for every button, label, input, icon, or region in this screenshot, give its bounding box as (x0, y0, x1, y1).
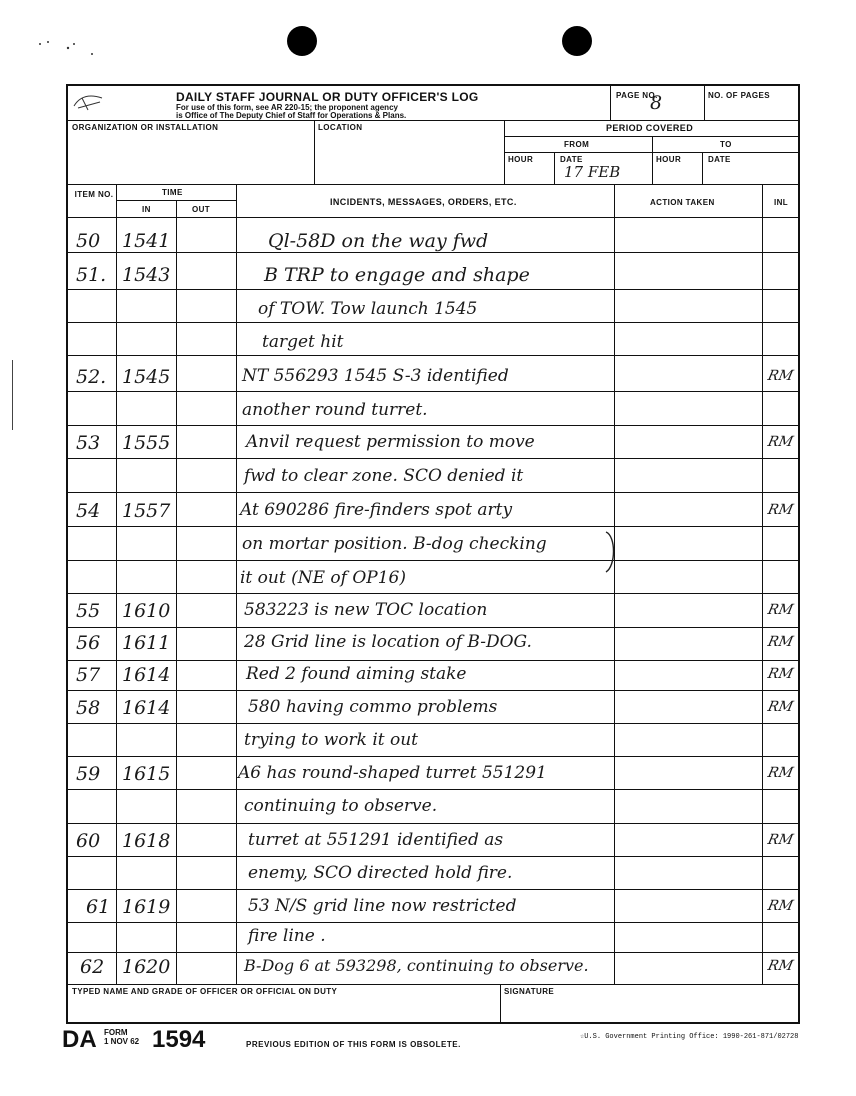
entry-item-no: 51. (76, 264, 107, 286)
entry-initials: RM (766, 898, 795, 914)
entry-initials: RM (766, 434, 795, 450)
col-time: TIME (162, 188, 183, 197)
entry-text-line: it out (NE of OP16) (240, 568, 406, 588)
entry-time-in: 1614 (122, 697, 171, 719)
page-no-value: 8 (650, 92, 663, 114)
form-seal-icon (70, 88, 110, 114)
entry-text-line: 28 Grid line is location of B-DOG. (244, 632, 532, 652)
org-label: ORGANIZATION OR INSTALLATION (72, 123, 219, 132)
from-hour-label: HOUR (508, 155, 534, 164)
entry-item-no: 61 (86, 896, 111, 918)
entry-text-line: fwd to clear zone. SCO denied it (244, 466, 524, 486)
punch-hole-left (287, 26, 317, 56)
gpo-notice: ☆U.S. Government Printing Office: 1990-261-871/02728 (580, 1033, 799, 1041)
col-incidents: INCIDENTS, MESSAGES, ORDERS, ETC. (330, 197, 517, 207)
entry-initials: RM (766, 666, 795, 682)
to-hour-label: HOUR (656, 155, 682, 164)
entry-text-line: of TOW. Tow launch 1545 (258, 299, 478, 319)
entry-initials: RM (766, 602, 795, 618)
col-in: IN (142, 205, 151, 214)
form-word (104, 1028, 139, 1046)
entry-item-no: 60 (76, 830, 101, 852)
location-label: LOCATION (318, 123, 363, 132)
from-date-value: 17 FEB (564, 163, 621, 181)
form-subtitle-1: For use of this form, see AR 220-15; the proponent agency (176, 103, 398, 112)
entry-text-line: enemy, SCO directed hold fire. (248, 863, 513, 883)
entry-item-no: 59 (76, 763, 101, 785)
entry-text-line: fire line . (248, 926, 326, 946)
entry-item-no: 54 (76, 500, 101, 522)
signature-label: SIGNATURE (504, 987, 555, 996)
typed-name-label: TYPED NAME AND GRADE OF OFFICER OR OFFICIAL ON DUTY (72, 987, 338, 996)
col-item-no: ITEM NO. (74, 190, 114, 199)
form-number: 1594 (152, 1026, 206, 1053)
entry-initials: RM (766, 699, 795, 715)
entry-item-no: 56 (76, 632, 101, 654)
entry-time-in: 1619 (122, 896, 171, 918)
entry-time-in: 1545 (122, 366, 171, 388)
entry-item-no: 57 (76, 664, 101, 686)
entry-item-no: 62 (80, 956, 105, 978)
entry-initials: RM (766, 765, 795, 781)
entry-time-in: 1620 (122, 956, 171, 978)
entry-text-line: turret at 551291 identified as (248, 830, 504, 850)
entry-initials: RM (766, 832, 795, 848)
margin-line (12, 360, 13, 430)
entry-time-in: 1614 (122, 664, 171, 686)
entry-text-line: another round turret. (242, 400, 428, 420)
previous-edition-notice: PREVIOUS EDITION OF THIS FORM IS OBSOLETE. (246, 1040, 461, 1049)
period-covered-label: PERIOD COVERED (606, 123, 694, 133)
col-action: ACTION TAKEN (650, 198, 715, 207)
punch-hole-right (562, 26, 592, 56)
to-date-label: DATE (708, 155, 731, 164)
entry-initials: RM (766, 958, 795, 974)
entry-item-no: 52. (76, 366, 107, 388)
entry-text-line: 53 N/S grid line now restricted (248, 896, 517, 916)
entry-time-in: 1611 (122, 632, 171, 654)
entry-initials: RM (766, 502, 795, 518)
entry-text-line: NT 556293 1545 S-3 identified (242, 366, 509, 386)
entry-initials: RM (766, 634, 795, 650)
entry-time-in: 1615 (122, 763, 171, 785)
bracket-mark (604, 530, 618, 574)
entry-text-line: target hit (262, 332, 344, 352)
entry-text-line: Red 2 found aiming stake (246, 664, 467, 684)
entry-item-no: 55 (76, 600, 101, 622)
entry-text-line: Anvil request permission to move (246, 432, 535, 452)
col-inl: INL (774, 198, 789, 207)
entry-time-in: 1555 (122, 432, 171, 454)
entry-item-no: 50 (76, 230, 101, 252)
entry-time-in: 1610 (122, 600, 171, 622)
entry-item-no: 53 (76, 432, 101, 454)
entry-text-line: 583223 is new TOC location (244, 600, 488, 620)
entry-initials: RM (766, 368, 795, 384)
margin-specks (30, 34, 110, 64)
from-label: FROM (564, 140, 590, 149)
page-no-label: PAGE NO. (616, 91, 658, 100)
entry-time-in: 1618 (122, 830, 171, 852)
entry-time-in: 1543 (122, 264, 171, 286)
entry-text-line: B TRP to engage and shape (264, 264, 530, 286)
to-label: TO (720, 140, 732, 149)
no-of-pages-label: NO. OF PAGES (708, 91, 770, 100)
entry-text-line: trying to work it out (244, 730, 419, 750)
entry-text-line: continuing to observe. (244, 796, 438, 816)
entry-item-no: 58 (76, 697, 101, 719)
form-title: DAILY STAFF JOURNAL OR DUTY OFFICER'S LOG (176, 90, 479, 104)
form-date: 1 NOV 62 (104, 1037, 140, 1046)
entry-time-in: 1541 (122, 230, 171, 252)
from-date-label: DATE (560, 155, 583, 164)
journal-form (66, 84, 800, 1024)
entry-text-line: Ql-58D on the way fwd (268, 230, 489, 252)
entry-text-line: At 690286 fire-finders spot arty (240, 500, 513, 520)
form-word-text: FORM (104, 1028, 128, 1037)
entry-time-in: 1557 (122, 500, 171, 522)
col-out: OUT (192, 205, 211, 214)
entry-text-line: B-Dog 6 at 593298, continuing to observe. (244, 956, 589, 975)
form-subtitle-2: is Office of The Deputy Chief of Staff for Operations & Plans. (176, 111, 407, 120)
entry-text-line: on mortar position. B-dog checking (242, 534, 547, 554)
entry-text-line: A6 has round-shaped turret 551291 (238, 763, 547, 783)
form-da: DA (62, 1026, 97, 1053)
entry-text-line: 580 having commo problems (248, 697, 498, 717)
